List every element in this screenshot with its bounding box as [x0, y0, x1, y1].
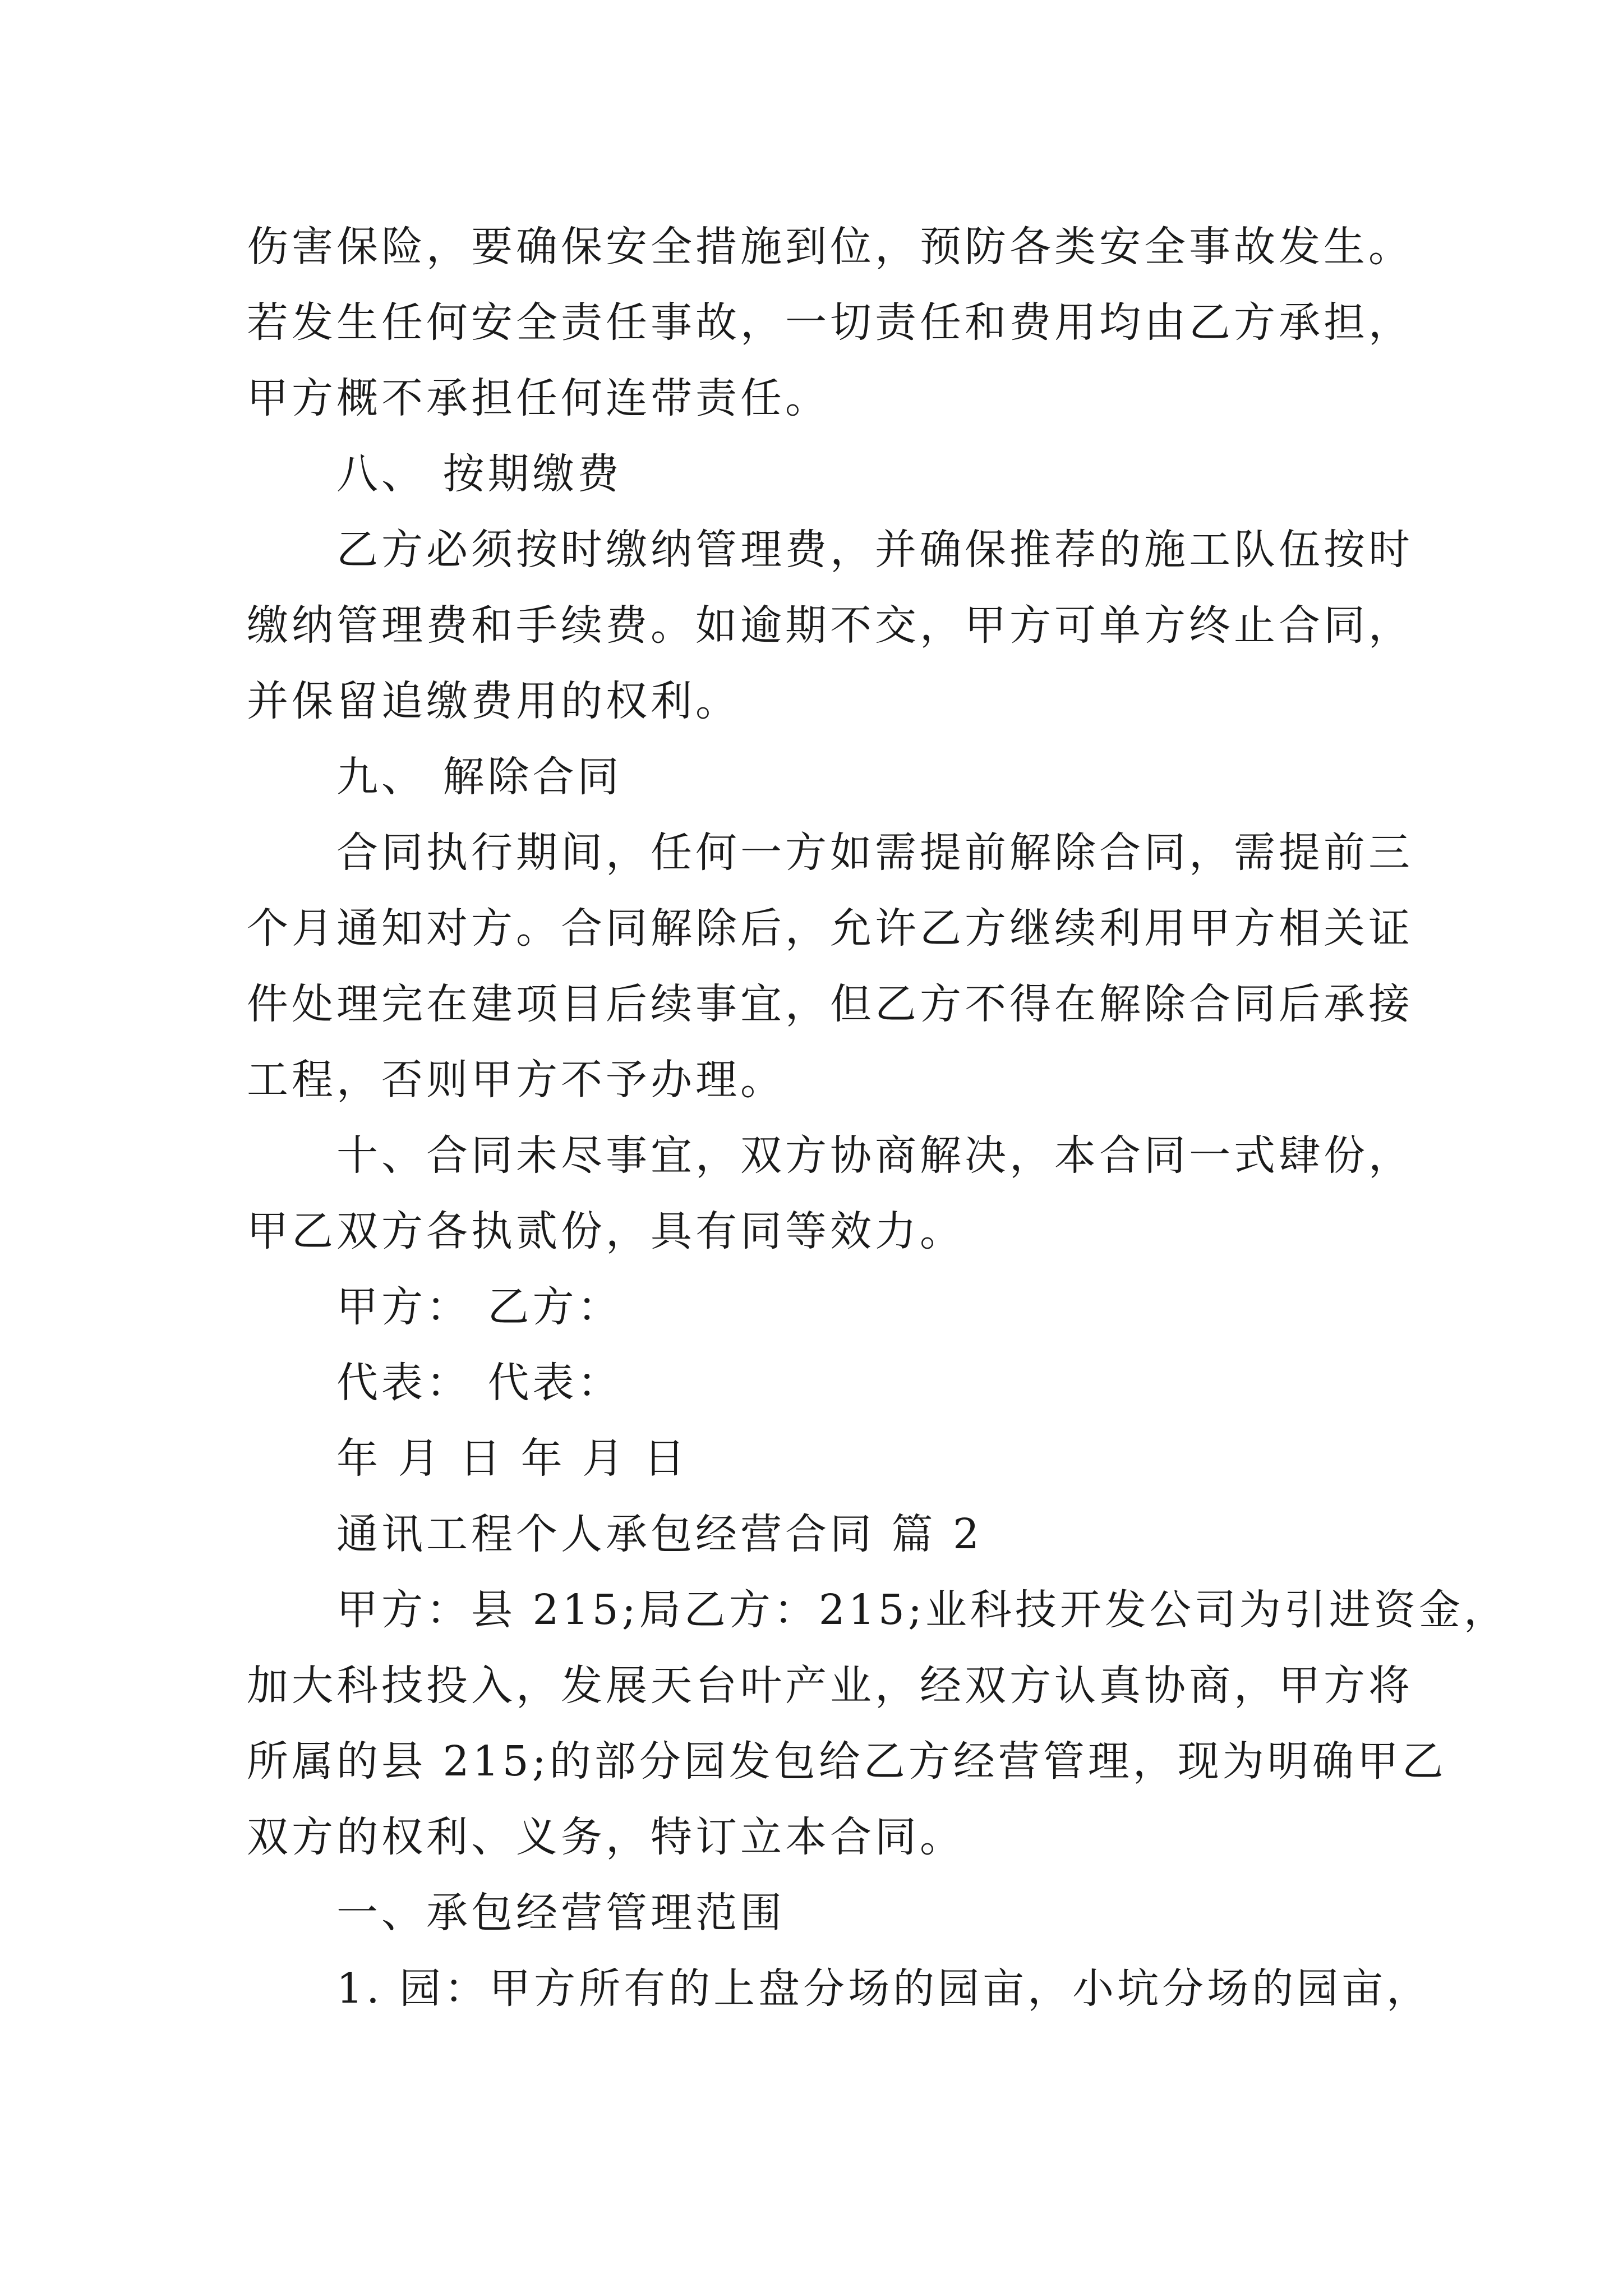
signature-party-line: 甲方： 乙方：: [336, 1283, 623, 1331]
signature-date-line: 年 月 日 年 月 日: [336, 1434, 689, 1483]
body-line: 双方的权利、义务，特订立本合同。: [247, 1813, 965, 1861]
body-line: 十、合同未尽事宜，双方协商解决，本合同一式肆份，: [336, 1131, 1413, 1180]
body-line: 1. 园：甲方所有的上盘分场的园亩，小坑分场的园亩，: [336, 1964, 1432, 2013]
signature-representative-line: 代表： 代表：: [336, 1359, 623, 1407]
body-line: 加大科技投入，发展天台叶产业，经双方认真协商，甲方将: [247, 1662, 1413, 1710]
body-line: 甲方概不承担任何连带责任。: [247, 374, 830, 422]
body-line: 并保留追缴费用的权利。: [247, 677, 740, 725]
body-line: 甲乙双方各执贰份，具有同等效力。: [247, 1207, 965, 1255]
document-title: 通讯工程个人承包经营合同 篇 2: [336, 1510, 983, 1558]
body-line: 个月通知对方。合同解除后，允许乙方继续利用甲方相关证: [247, 904, 1413, 953]
body-line: 合同执行期间，任何一方如需提前解除合同，需提前三: [336, 829, 1413, 877]
body-line: 缴纳管理费和手续费。如逾期不交，甲方可单方终止合同，: [247, 601, 1413, 650]
body-line: 工程，否则甲方不予办理。: [247, 1056, 785, 1104]
body-line: 所属的县 215;的部分园发包给乙方经营管理，现为明确甲乙: [247, 1737, 1447, 1786]
body-line: 若发生任何安全责任事故，一切责任和费用均由乙方承担，: [247, 298, 1413, 347]
body-line: 件处理完在建项目后续事宜，但乙方不得在解除合同后承接: [247, 980, 1413, 1028]
section-heading: 一、承包经营管理范围: [336, 1889, 785, 1937]
section-heading: 九、 解除合同: [336, 753, 623, 801]
body-line: 伤害保险，要确保安全措施到位，预防各类安全事故发生。: [247, 223, 1413, 271]
section-heading: 八、 按期缴费: [336, 450, 623, 498]
body-line: 甲方：县 215;局乙方：215;业科技开发公司为引进资金，: [336, 1586, 1509, 1634]
body-line: 乙方必须按时缴纳管理费，并确保推荐的施工队伍按时: [336, 526, 1413, 574]
